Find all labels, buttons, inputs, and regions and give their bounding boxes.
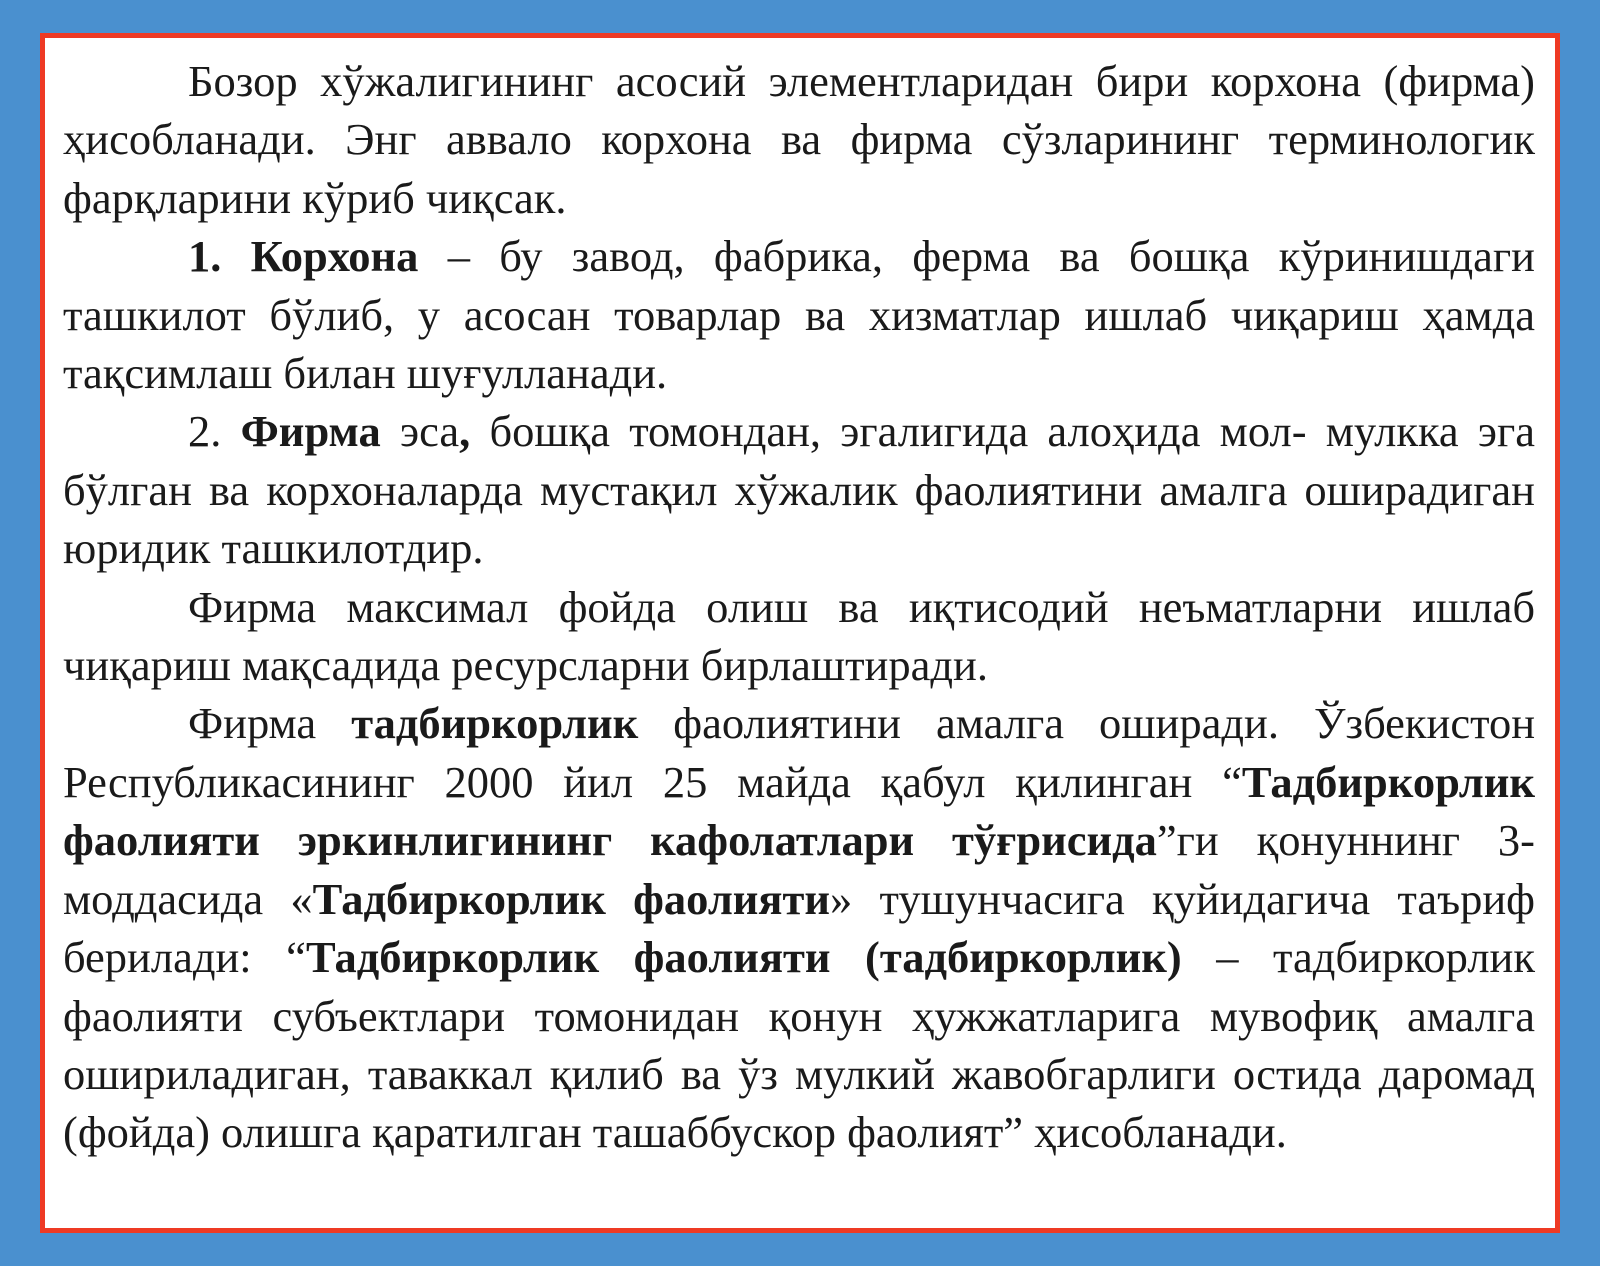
firma-number: 2.	[188, 406, 241, 457]
firma-definition: бошқа томондан, эгалигида алоҳида мол- мулкка эга бўлган ва корхоналарда мустақил хўжалик фаолиятини амалга оширадиган юридик ташкилотдир.	[63, 406, 1535, 574]
entrepreneurship-text-3: ”ги қонуннинг 3-моддасида «	[63, 815, 1535, 924]
entrepreneurship-text-5: – тадбиркорлик фаолияти субъектлари томонидан қонун ҳужжатларига мувофиқ амалга ошириладиган, таваккал қилиб ва ўз мулкий жавобгарлиги остида даромад (фойда) олишга қаратилган ташаббускор фаолият” ҳисобланади.	[63, 932, 1535, 1158]
paragraph-intro	[63, 52, 1535, 227]
firma-goal-text: Фирма максимал фойда олиш ва иқтисодий неъматларни ишлаб чиқариш мақсадида ресурсларни бирлаштиради.	[63, 581, 1535, 691]
definition-term: Тадбиркорлик фаолияти (тадбиркорлик)	[305, 932, 1182, 983]
paragraph-entrepreneurship	[63, 694, 1535, 1161]
firma-comma: ,	[459, 406, 471, 457]
document-page	[40, 33, 1560, 1233]
paragraph-firma-goal	[63, 578, 1535, 695]
korxona-definition: – бу завод, фабрика, ферма ва бошқа кўринишдаги ташкилот бўлиб, у асосан товарлар ва хизматлар ишлаб чиқариш ҳамда тақсимлаш билан шуғулланади.	[63, 231, 1536, 399]
firma-term: Фирма	[240, 406, 381, 457]
paragraph-korxona	[63, 227, 1535, 402]
law-title: Тадбиркорлик фаолияти эркинлигининг кафолатлари тўғрисида	[63, 756, 1535, 866]
entrepreneurship-text-2: фаолиятини амалга оширади. Ўзбекистон Республикасининг 2000 йил 25 майда қабул қилинган “	[63, 698, 1536, 807]
entrepreneurship-bold-1: тадбиркорлик	[351, 698, 639, 749]
paragraph-firma	[63, 402, 1535, 577]
entrepreneurship-text-4: » тушунчасига қуйидагича таъриф берилади: “	[63, 873, 1536, 983]
entrepreneurship-text-1: Фирма	[188, 698, 352, 749]
term-entrepreneurial-activity: Тадбиркорлик фаолияти	[312, 873, 831, 924]
korxona-term: 1. Корхона	[188, 231, 419, 282]
firma-text-a: эса	[380, 406, 460, 457]
intro-text: Бозор хўжалигининг асосий элементларидан бири корхона (фирма) ҳисобланади. Энг аввало корхона ва фирма сўзларининг терминологик фарқларини кўриб чиқсак.	[63, 56, 1535, 223]
